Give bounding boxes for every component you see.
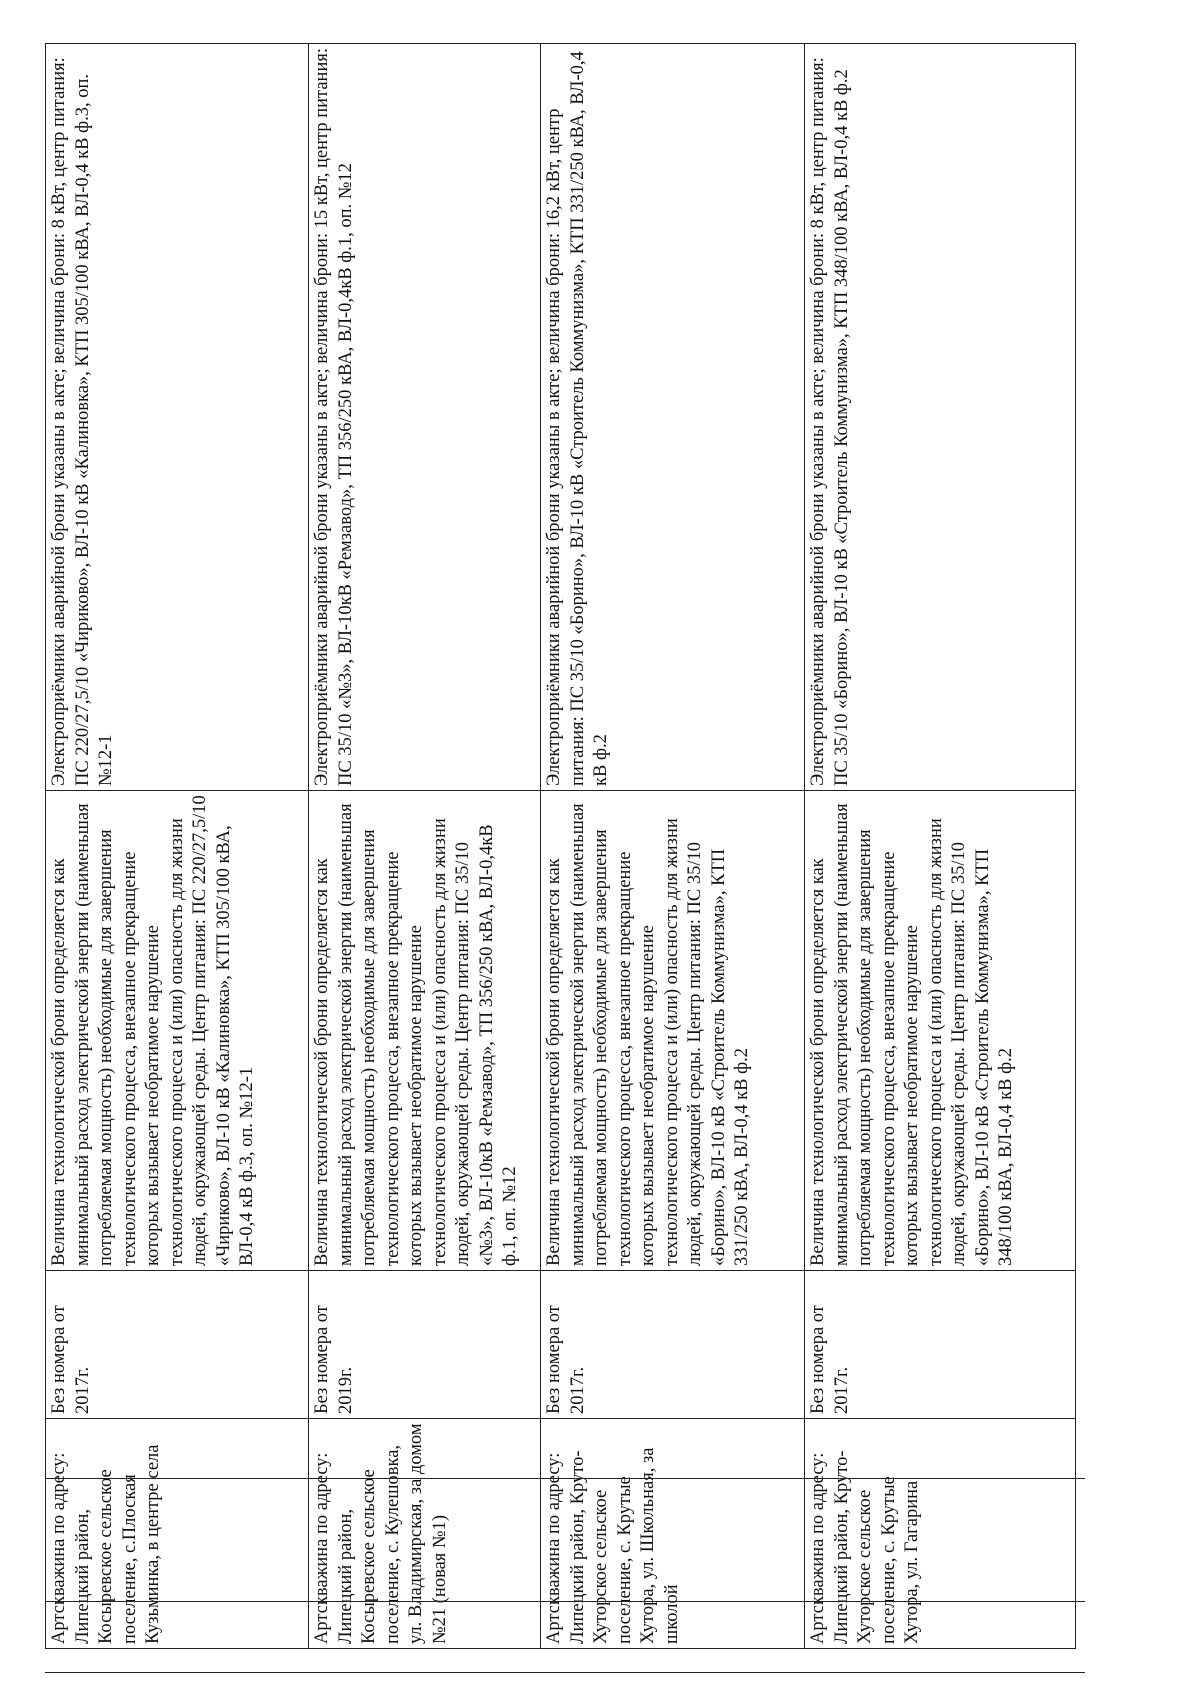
tech-reserve-cell: Величина технологической брони определяется как минимальный расход электрической энергии (наименьшая потребляемая мощность) необходимые для завершения технологического процесса, внезапное прекращение которых вызывает необратимое нарушение технологического процесса и (или) опасность для жизни людей, окружающей среды. Центр питания: ПС 35/10 «№3», ВЛ-10кВ «Ремзавод», ТП 356/250 кВА, ВЛ-0,4кВ ф.1, оп. №12: [309, 791, 541, 1271]
emergency-reserve-cell: Электроприёмники аварийной брони указаны в акте; величина брони: 15 кВт, центр питания: ПС 35/10 «№3», ВЛ-10кВ «Ремзавод», ТП 356/250 кВА, ВЛ-0,4кВ ф.1, оп. №12: [309, 44, 541, 791]
tech-reserve-cell: Величина технологической брони определяется как минимальный расход электрической энергии (наименьшая потребляемая мощность) необходимые для завершения технологического процесса, внезапное прекращение которых вызывает необратимое нарушение технологического процесса и (или) опасность для жизни людей, окружающей среды. Центр питания: ПС 35/10 «Борино», ВЛ-10 кВ «Строитель Коммунизма», КТП 348/100 кВА, ВЛ-0,4 кВ ф.2: [805, 791, 1076, 1271]
act-document-cell: Без номера от 2017г.: [46, 1271, 309, 1419]
object-address-cell: Артскважина по адресу: Липецкий район, Косыревское сельское поселение, с.Плоская Кузьминка, в центре села: [46, 1419, 309, 1649]
act-document-cell: Без номера от 2019г.: [309, 1271, 541, 1419]
table-row: [541, 44, 805, 1649]
act-document-cell: Без номера от 2017г.: [805, 1271, 1076, 1419]
emergency-reserve-cell: Электроприёмники аварийной брони указаны в акте; величина брони: 8 кВт, центр питания: ПС 35/10 «Борино», ВЛ-10 кВ «Строитель Коммунизма», КТП 348/100 кВА, ВЛ-0,4 кВ ф.2: [805, 44, 1076, 791]
table-row: [309, 44, 541, 1649]
table-row: [46, 44, 309, 1649]
tech-reserve-cell: Величина технологической брони определяется как минимальный расход электрической энергии (наименьшая потребляемая мощность) необходимые для завершения технологического процесса, внезапное прекращение которых вызывает необратимое нарушение технологического процесса и (или) опасность для жизни людей, окружающей среды. Центр питания: ПС 35/10 «Борино», ВЛ-10 кВ «Строитель Коммунизма», КТП 331/250 кВА, ВЛ-0,4 кВ ф.2: [541, 791, 805, 1271]
horizontal-rule: [45, 1672, 1085, 1673]
horizontal-rule: [45, 1601, 1085, 1602]
table-row: [805, 44, 1076, 1649]
rotated-table-container: [45, 44, 1075, 1649]
emergency-reserve-cell: Электроприёмники аварийной брони указаны в акте; величина брони: 16,2 кВт, центр питания: ПС 35/10 «Борино», ВЛ-10 кВ «Строитель Коммунизма», КТП 331/250 кВА, ВЛ-0,4 кВ ф.2: [541, 44, 805, 791]
object-address-cell: Артскважина по адресу: Липецкий район, Косыревское сельское поселение, с. Кулешовка, ул. Владимирская, за домом №21 (новая №1): [309, 1419, 541, 1649]
emergency-reserve-cell: Электроприёмники аварийной брони указаны в акте; величина брони: 8 кВт, центр питания: ПС 220/27,5/10 «Чириково», ВЛ-10 кВ «Калиновка», КТП 305/100 кВА, ВЛ-0,4 кВ ф.3, оп. №12-1: [46, 44, 309, 791]
act-document-cell: Без номера от 2017г.: [541, 1271, 805, 1419]
object-address-cell: Артскважина по адресу: Липецкий район, Круто-Хуторское сельское поселение, с. Крутые Хутора, ул. Школьная, за школой: [541, 1419, 805, 1649]
tech-reserve-cell: Величина технологической брони определяется как минимальный расход электрической энергии (наименьшая потребляемая мощность) необходимые для завершения технологического процесса, внезапное прекращение которых вызывает необратимое нарушение технологического процесса и (или) опасность для жизни людей, окружающей среды. Центр питания: ПС 220/27,5/10 «Чириково», ВЛ-10 кВ «Калиновка», КТП 305/100 кВА, ВЛ-0,4 кВ ф.3, оп. №12-1: [46, 791, 309, 1271]
power-reserve-table: [45, 43, 1076, 1649]
horizontal-rule: [45, 1478, 1085, 1479]
object-address-cell: Артскважина по адресу: Липецкий район, Круто-Хуторское сельское поселение, с. Крутые Хутора, ул. Гагарина: [805, 1419, 1076, 1649]
